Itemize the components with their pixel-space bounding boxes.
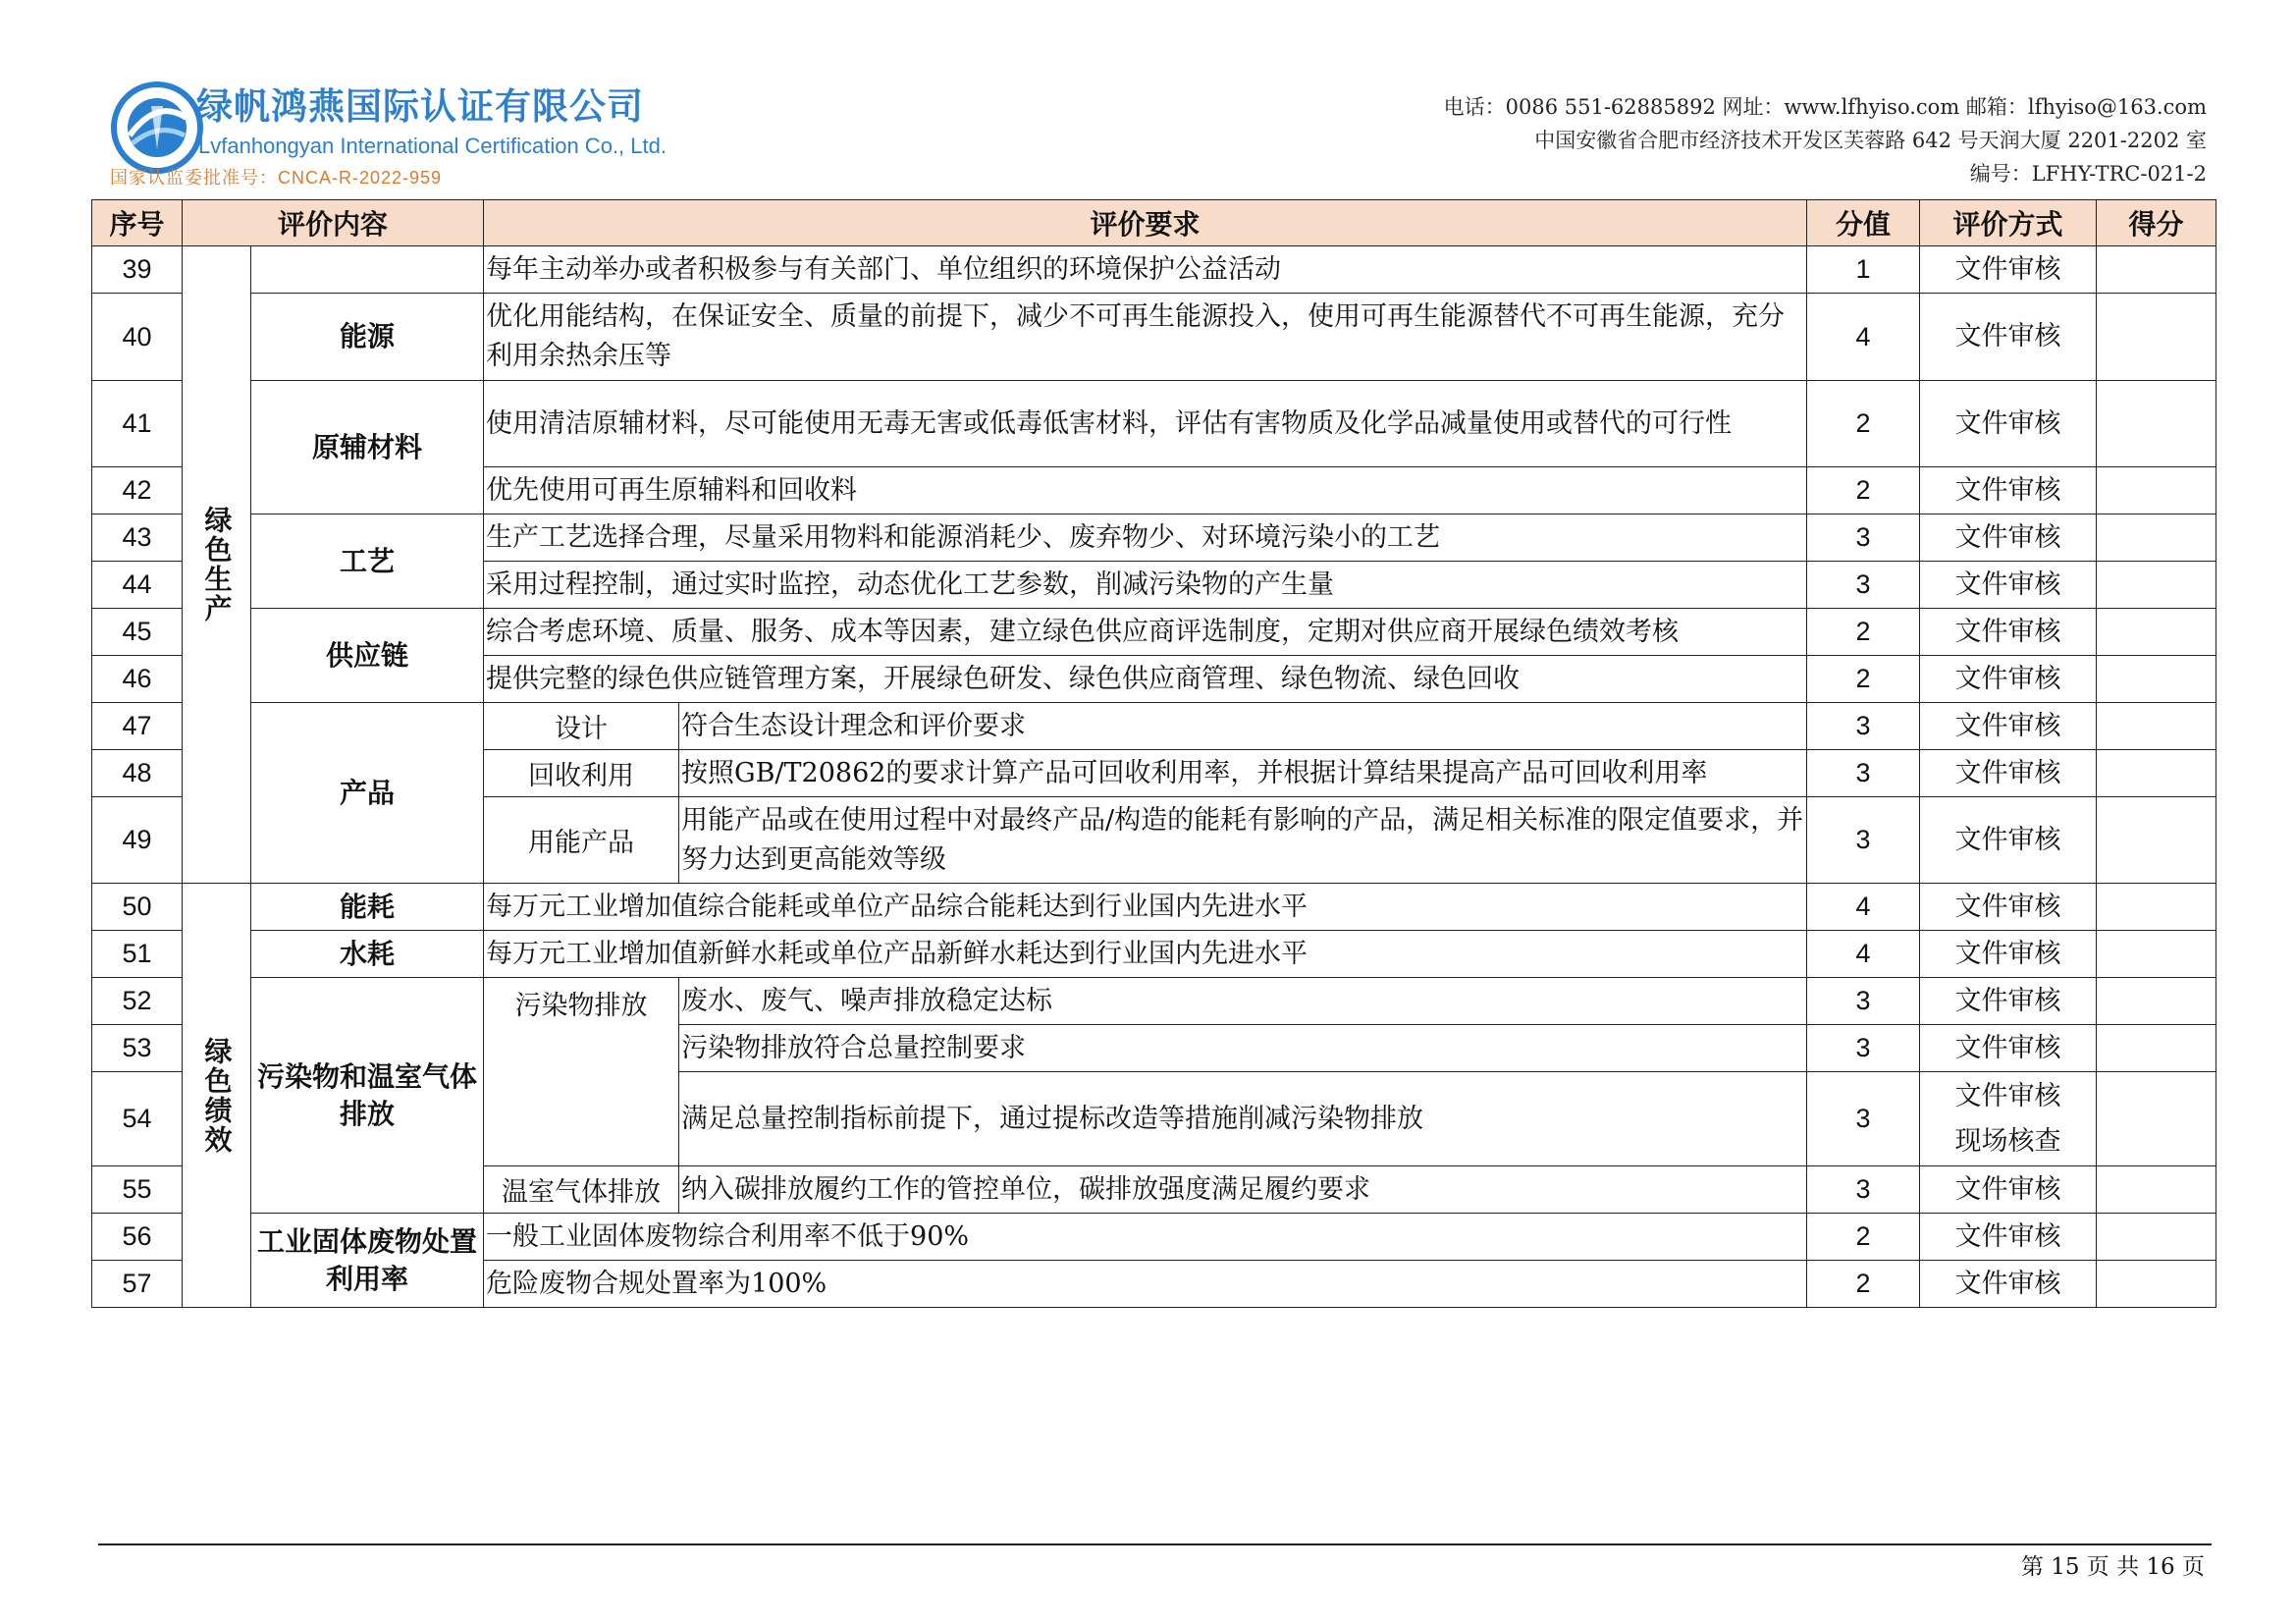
score-cell: 4 (1807, 884, 1920, 931)
method-cell: 文件审核 (1920, 1025, 2097, 1072)
row-no: 51 (92, 931, 183, 978)
requirement-cell: 提供完整的绿色供应链管理方案，开展绿色研发、绿色供应商管理、绿色物流、绿色回收 (484, 656, 1807, 703)
row-no: 40 (92, 294, 183, 381)
row-no: 43 (92, 514, 183, 562)
subsubcat-ghg-emission: 温室气体排放 (484, 1166, 679, 1214)
row-no: 47 (92, 703, 183, 750)
score-cell: 3 (1807, 978, 1920, 1025)
table-row (92, 294, 2216, 381)
row-no: 57 (92, 1261, 183, 1308)
score-cell: 4 (1807, 294, 1920, 381)
footer-divider (98, 1543, 2212, 1545)
requirement-cell: 优化用能结构，在保证安全、质量的前提下，减少不可再生能源投入，使用可再生能源替代不可再生能源，充分利用余热余压等 (484, 294, 1807, 381)
score-cell: 1 (1807, 246, 1920, 294)
result-cell[interactable] (2097, 562, 2216, 609)
score-cell: 3 (1807, 703, 1920, 750)
row-no: 45 (92, 609, 183, 656)
row-no: 39 (92, 246, 183, 294)
method-cell: 文件审核 (1920, 703, 2097, 750)
subsubcat-pollutant-emission (484, 978, 679, 1166)
header-no: 序号 (92, 200, 183, 246)
table-row (92, 609, 2216, 656)
result-cell[interactable] (2097, 1214, 2216, 1261)
page-number: 第 15 页 共 16 页 (2020, 1554, 2205, 1580)
requirement-cell: 废水、废气、噪声排放稳定达标 (679, 978, 1807, 1025)
result-cell[interactable] (2097, 609, 2216, 656)
header-result: 得分 (2097, 200, 2216, 246)
result-cell[interactable] (2097, 978, 2216, 1025)
method-cell: 文件审核 (1920, 750, 2097, 797)
table-row (92, 514, 2216, 562)
result-cell[interactable] (2097, 1025, 2216, 1072)
table-row (92, 703, 2216, 750)
score-cell: 2 (1807, 1261, 1920, 1308)
score-cell: 2 (1807, 467, 1920, 514)
result-cell[interactable] (2097, 514, 2216, 562)
method-cell: 文件审核 (1920, 656, 2097, 703)
score-cell: 3 (1807, 562, 1920, 609)
method-cell: 文件审核 (1920, 514, 2097, 562)
header-content: 评价内容 (183, 200, 484, 246)
score-cell: 2 (1807, 656, 1920, 703)
category-label: 绿色绩效 (200, 1036, 234, 1155)
subcat-pollutant-ghg: 污染物和温室气体排放 (251, 978, 484, 1214)
score-cell: 3 (1807, 797, 1920, 884)
method-line: 现场核查 (1954, 1125, 2061, 1157)
contact-line: 电话：0086 551-62885892 网址：www.lfhyiso.com 邮箱：lfhyiso@163.com (1443, 95, 2207, 119)
subcat-supply-chain: 供应链 (251, 609, 484, 703)
score-cell: 3 (1807, 1025, 1920, 1072)
method-cell: 文件审核 (1920, 1214, 2097, 1261)
contact-block (1444, 90, 2207, 190)
row-no: 42 (92, 467, 183, 514)
method-cell: 文件审核 (1920, 884, 2097, 931)
method-cell: 文件审核 (1920, 246, 2097, 294)
subcat-water-consumption: 水耗 (251, 931, 484, 978)
row-no: 44 (92, 562, 183, 609)
table-row (92, 246, 2216, 294)
result-cell[interactable] (2097, 246, 2216, 294)
result-cell[interactable] (2097, 750, 2216, 797)
score-cell: 4 (1807, 931, 1920, 978)
subcat-process: 工艺 (251, 514, 484, 609)
result-cell[interactable] (2097, 656, 2216, 703)
row-no: 54 (92, 1072, 183, 1166)
score-cell: 3 (1807, 1166, 1920, 1214)
row-no: 55 (92, 1166, 183, 1214)
category-green-production (183, 246, 251, 884)
result-cell[interactable] (2097, 797, 2216, 884)
method-cell: 文件审核 (1920, 467, 2097, 514)
row-no: 56 (92, 1214, 183, 1261)
row-no: 46 (92, 656, 183, 703)
score-cell: 2 (1807, 1214, 1920, 1261)
requirement-cell: 生产工艺选择合理，尽量采用物料和能源消耗少、废弃物少、对环境污染小的工艺 (484, 514, 1807, 562)
method-cell: 文件审核 (1920, 381, 2097, 467)
requirement-cell: 每万元工业增加值综合能耗或单位产品综合能耗达到行业国内先进水平 (484, 884, 1807, 931)
doc-code: 编号：LFHY-TRC-021-2 (1969, 162, 2207, 186)
result-cell[interactable] (2097, 703, 2216, 750)
brand-name-cn: 绿帆鸿燕国际认证有限公司 (196, 85, 644, 128)
result-cell[interactable] (2097, 1072, 2216, 1166)
requirement-cell: 用能产品或在使用过程中对最终产品/构造的能耗有影响的产品，满足相关标准的限定值要求，并努力达到更高能效等级 (679, 797, 1807, 884)
address-line: 中国安徽省合肥市经济技术开发区芙蓉路 642 号天润大厦 2201-2202 室 (1534, 129, 2207, 152)
row-no: 53 (92, 1025, 183, 1072)
requirement-cell: 每年主动举办或者积极参与有关部门、单位组织的环境保护公益活动 (484, 246, 1807, 294)
method-cell: 文件审核 (1920, 978, 2097, 1025)
table-row (92, 381, 2216, 467)
requirement-cell: 采用过程控制，通过实时监控，动态优化工艺参数，削减污染物的产生量 (484, 562, 1807, 609)
method-line: 文件审核 (1954, 1080, 2061, 1111)
requirement-cell: 优先使用可再生原辅料和回收料 (484, 467, 1807, 514)
result-cell[interactable] (2097, 1261, 2216, 1308)
subcat-solid-waste: 工业固体废物处置利用率 (251, 1214, 484, 1308)
result-cell[interactable] (2097, 931, 2216, 978)
score-cell: 3 (1807, 1072, 1920, 1166)
method-cell (1920, 1072, 2097, 1166)
subcat-energy: 能源 (251, 294, 484, 381)
requirement-cell: 一般工业固体废物综合利用率不低于90% (484, 1214, 1807, 1261)
result-cell[interactable] (2097, 1166, 2216, 1214)
category-green-performance (183, 884, 251, 1308)
requirement-cell: 危险废物合规处置率为100% (484, 1261, 1807, 1308)
method-cell: 文件审核 (1920, 609, 2097, 656)
subcat-product: 产品 (251, 703, 484, 884)
subcat-energy-consumption: 能耗 (251, 884, 484, 931)
subsubcat-label: 污染物排放 (514, 991, 648, 1021)
row-no: 41 (92, 381, 183, 467)
method-cell: 文件审核 (1920, 797, 2097, 884)
score-cell: 2 (1807, 609, 1920, 656)
table-row (92, 1214, 2216, 1261)
category-label: 绿色生产 (200, 506, 234, 623)
requirement-cell: 符合生态设计理念和评价要求 (679, 703, 1807, 750)
table-row (92, 931, 2216, 978)
method-cell: 文件审核 (1920, 1261, 2097, 1308)
evaluation-table (91, 199, 2216, 1308)
brand-name-en: Lvfanhongyan International Certification Co., Ltd. (198, 134, 667, 158)
method-cell: 文件审核 (1920, 931, 2097, 978)
subsubcat-design: 设计 (484, 703, 679, 750)
score-cell: 3 (1807, 514, 1920, 562)
score-cell: 3 (1807, 750, 1920, 797)
approval-number: 国家认监委批准号：CNCA-R-2022-959 (110, 168, 443, 188)
result-cell[interactable] (2097, 467, 2216, 514)
result-cell[interactable] (2097, 381, 2216, 467)
method-cell: 文件审核 (1920, 1166, 2097, 1214)
row-no: 49 (92, 797, 183, 884)
subcat-materials: 原辅材料 (251, 381, 484, 514)
subcat-empty (251, 246, 484, 294)
score-cell: 2 (1807, 381, 1920, 467)
table-row (92, 884, 2216, 931)
header-method: 评价方式 (1920, 200, 2097, 246)
method-cell: 文件审核 (1920, 562, 2097, 609)
requirement-cell: 纳入碳排放履约工作的管控单位，碳排放强度满足履约要求 (679, 1166, 1807, 1214)
company-logo (108, 79, 206, 177)
requirement-cell: 使用清洁原辅材料，尽可能使用无毒无害或低毒低害材料，评估有害物质及化学品减量使用或替代的可行性 (484, 381, 1807, 467)
result-cell[interactable] (2097, 884, 2216, 931)
row-no: 50 (92, 884, 183, 931)
requirement-cell: 按照GB/T20862的要求计算产品可回收利用率，并根据计算结果提高产品可回收利用率 (679, 750, 1807, 797)
table-header-row (92, 200, 2216, 246)
method-cell: 文件审核 (1920, 294, 2097, 381)
requirement-cell: 综合考虑环境、质量、服务、成本等因素，建立绿色供应商评选制度，定期对供应商开展绿色绩效考核 (484, 609, 1807, 656)
header-requirement: 评价要求 (484, 200, 1807, 246)
header-score: 分值 (1807, 200, 1920, 246)
requirement-cell: 满足总量控制指标前提下，通过提标改造等措施削减污染物排放 (679, 1072, 1807, 1166)
row-no: 48 (92, 750, 183, 797)
subsubcat-energy-products: 用能产品 (484, 797, 679, 884)
requirement-cell: 每万元工业增加值新鲜水耗或单位产品新鲜水耗达到行业国内先进水平 (484, 931, 1807, 978)
row-no: 52 (92, 978, 183, 1025)
requirement-cell: 污染物排放符合总量控制要求 (679, 1025, 1807, 1072)
table-row (92, 978, 2216, 1025)
subsubcat-recycling: 回收利用 (484, 750, 679, 797)
result-cell[interactable] (2097, 294, 2216, 381)
globe-logo-icon (108, 79, 206, 177)
